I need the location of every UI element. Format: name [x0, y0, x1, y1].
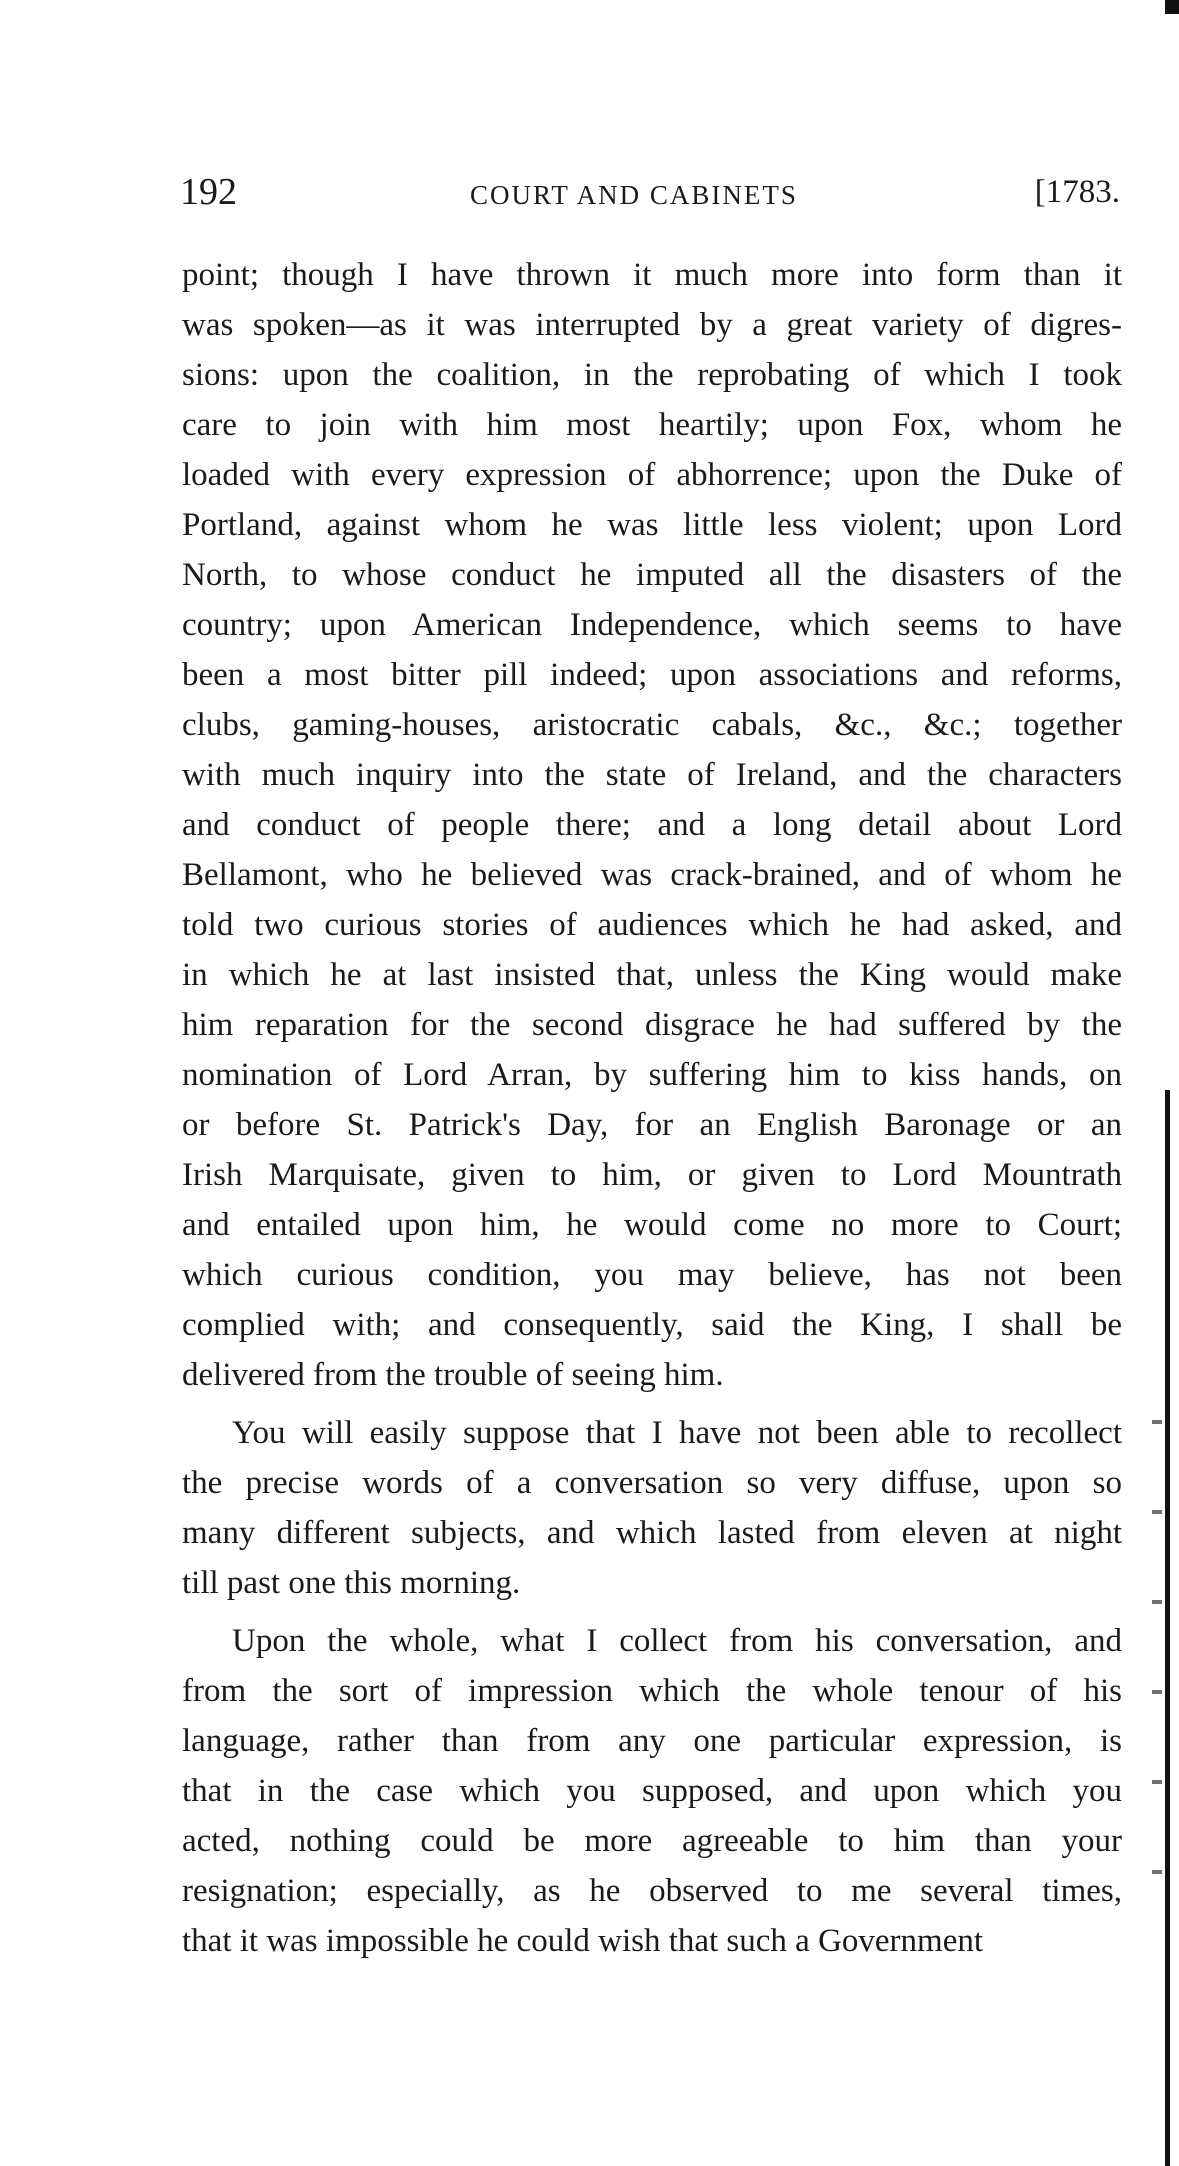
text-line: delivered from the trouble of seeing him. [182, 1357, 724, 1393]
text-line: and conduct of people there; and a long detail about Lord [182, 807, 1122, 843]
running-head [180, 170, 1120, 220]
text-line: in which he at last insisted that, unless the King would make [182, 957, 1122, 993]
text-line: sions: upon the coalition, in the reprobating of which I took [182, 357, 1122, 393]
text-line: complied with; and consequently, said the King, I shall be [182, 1307, 1122, 1343]
text-line: with much inquiry into the state of Ireland, and the characters [182, 757, 1122, 793]
text-line: care to join with him most heartily; upon Fox, whom he [182, 407, 1122, 443]
page-edge-shadow [1165, 1090, 1170, 2166]
text-line: told two curious stories of audiences which he had asked, and [182, 907, 1122, 943]
text-line: point; though I have thrown it much more into form than it [182, 257, 1122, 293]
body-text [182, 250, 1122, 1966]
text-line: till past one this morning. [182, 1565, 521, 1601]
text-line: resignation; especially, as he observed to me several times, [182, 1873, 1122, 1909]
text-line: You will easily suppose that I have not been able to recollect [232, 1415, 1122, 1451]
text-line: was spoken—as it was interrupted by a great variety of digres- [182, 307, 1122, 343]
text-line: or before St. Patrick's Day, for an English Baronage or an [182, 1107, 1122, 1143]
text-line: acted, nothing could be more agreeable to him than your [182, 1823, 1122, 1859]
page-edge-specks [1152, 1380, 1162, 1940]
running-year: [1783. [1034, 174, 1120, 210]
text-line: that it was impossible he could wish that such a Government [182, 1923, 984, 1959]
text-line: Irish Marquisate, given to him, or given to Lord Mountrath [182, 1157, 1122, 1193]
paragraph-gap [182, 1400, 1122, 1408]
text-line: Upon the whole, what I collect from his conversation, and [232, 1623, 1122, 1659]
paragraph [182, 1616, 1122, 1966]
text-line: from the sort of impression which the whole tenour of his [182, 1673, 1122, 1709]
text-line: country; upon American Independence, which seems to have [182, 607, 1122, 643]
text-line: that in the case which you supposed, and upon which you [182, 1773, 1122, 1809]
text-line: and entailed upon him, he would come no more to Court; [182, 1207, 1122, 1243]
running-title: COURT AND CABINETS [470, 180, 798, 210]
text-line: the precise words of a conversation so very diffuse, upon so [182, 1465, 1122, 1501]
paragraph-gap [182, 1608, 1122, 1616]
paragraph [182, 1408, 1122, 1608]
paragraph [182, 250, 1122, 1400]
text-line: language, rather than from any one particular expression, is [182, 1723, 1122, 1759]
text-line: him reparation for the second disgrace he had suffered by the [182, 1007, 1122, 1043]
text-line: loaded with every expression of abhorrence; upon the Duke of [182, 457, 1122, 493]
text-line: nomination of Lord Arran, by suffering him to kiss hands, on [182, 1057, 1122, 1093]
text-line: been a most bitter pill indeed; upon associations and reforms, [182, 657, 1122, 693]
text-line: Portland, against whom he was little less violent; upon Lord [182, 507, 1122, 543]
scan-corner-mark [1165, 0, 1179, 14]
page-number: 192 [180, 171, 237, 213]
text-line: clubs, gaming-houses, aristocratic cabals, &c., &c.; together [182, 707, 1122, 743]
text-line: North, to whose conduct he imputed all the disasters of the [182, 557, 1122, 593]
text-line: many different subjects, and which lasted from eleven at night [182, 1515, 1122, 1551]
text-line: which curious condition, you may believe, has not been [182, 1257, 1122, 1293]
text-line: Bellamont, who he believed was crack-brained, and of whom he [182, 857, 1122, 893]
